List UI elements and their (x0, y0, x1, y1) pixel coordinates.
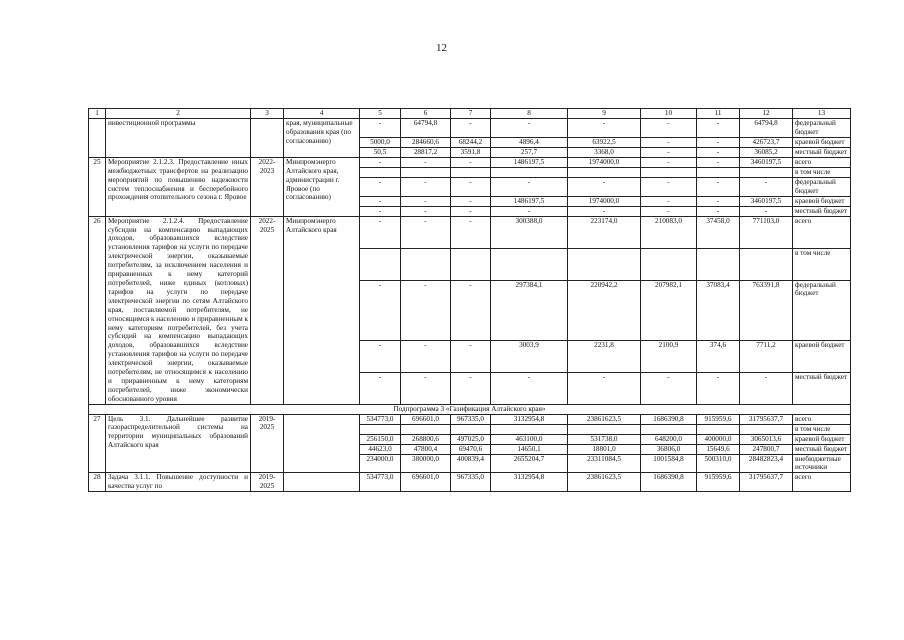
value-cell: - (401, 196, 451, 206)
value-cell: - (740, 372, 793, 404)
value-cell: 771103,0 (740, 216, 793, 248)
table-row (89, 157, 851, 167)
measure-name: Цель 3.1. Дальнейшее развитие газораспределительной системы на территории муниципальных образований Алтайского края (106, 414, 251, 473)
value-cell (568, 248, 641, 280)
value-cell (360, 248, 401, 280)
value-cell: 300388,0 (491, 216, 568, 248)
value-cell: - (491, 206, 568, 216)
value-cell: 223174,0 (568, 216, 641, 248)
value-cell: 247800,7 (740, 444, 793, 454)
value-cell: 284660,6 (401, 137, 451, 147)
value-cell: 207982,1 (641, 280, 697, 340)
value-cell: 3460197,5 (740, 196, 793, 206)
value-cell: - (568, 177, 641, 196)
funding-source: федеральный бюджет (793, 177, 851, 196)
value-cell: 2655204,7 (491, 454, 568, 473)
value-cell (697, 248, 740, 280)
value-cell: 257,7 (491, 147, 568, 157)
value-cell: 28482823,4 (740, 454, 793, 473)
value-cell: 380000,0 (401, 454, 451, 473)
value-cell: 648200,0 (641, 434, 697, 444)
value-cell: - (401, 157, 451, 167)
table-row (89, 473, 851, 492)
value-cell: 28817,2 (401, 147, 451, 157)
value-cell: 268800,6 (401, 434, 451, 444)
value-cell: - (360, 196, 401, 206)
subprogram-row (89, 404, 851, 414)
measure-name: Задача 3.1.1. Повышение доступности и качества услуг по (106, 473, 251, 492)
value-cell (568, 424, 641, 434)
value-cell: - (491, 372, 568, 404)
executor-cell (284, 414, 360, 473)
value-cell: - (568, 206, 641, 216)
value-cell: 3368,0 (568, 147, 641, 157)
value-cell: - (697, 119, 740, 138)
value-cell: 68244,2 (451, 137, 491, 147)
value-cell: 534773,0 (360, 473, 401, 492)
value-cell (491, 248, 568, 280)
value-cell: 400839,4 (451, 454, 491, 473)
value-cell: 915959,6 (697, 414, 740, 424)
value-cell: 534773,0 (360, 414, 401, 424)
funding-source: краевой бюджет (793, 434, 851, 444)
years-cell: 2019-2025 (251, 414, 284, 473)
row-number (89, 119, 106, 158)
column-header: 9 (568, 109, 641, 119)
value-cell: 967335,0 (451, 473, 491, 492)
value-cell: - (451, 280, 491, 340)
funding-source: в том числе (793, 167, 851, 177)
value-cell: - (568, 119, 641, 138)
funding-source: краевой бюджет (793, 137, 851, 147)
funding-source: местный бюджет (793, 372, 851, 404)
funding-source: всего (793, 216, 851, 248)
row-number: 28 (89, 473, 106, 492)
value-cell: 1974000,0 (568, 196, 641, 206)
value-cell: 220942,2 (568, 280, 641, 340)
value-cell: 3132954,8 (491, 473, 568, 492)
value-cell: 497025,0 (451, 434, 491, 444)
funding-source: местный бюджет (793, 444, 851, 454)
header-row (89, 109, 851, 119)
years-cell (251, 119, 284, 158)
value-cell: - (641, 157, 697, 167)
value-cell: - (641, 137, 697, 147)
value-cell: 15649,6 (697, 444, 740, 454)
value-cell: 1001584,8 (641, 454, 697, 473)
value-cell: - (641, 196, 697, 206)
value-cell (740, 167, 793, 177)
years-cell: 2022-2025 (251, 216, 284, 404)
value-cell: 1486197,5 (491, 196, 568, 206)
value-cell (491, 424, 568, 434)
executor-cell: Минпромэнерго Алтайского края, администрации г. Яровое (по согласованию) (284, 157, 360, 216)
value-cell: 400000,0 (697, 434, 740, 444)
column-header: 8 (491, 109, 568, 119)
value-cell: 1974000,0 (568, 157, 641, 167)
executor-cell: Минпромэнерго Алтайского края (284, 216, 360, 404)
value-cell: - (451, 372, 491, 404)
value-cell: - (491, 119, 568, 138)
value-cell: - (697, 177, 740, 196)
value-cell: 47800,4 (401, 444, 451, 454)
column-header: 2 (106, 109, 251, 119)
value-cell: 31795637,7 (740, 414, 793, 424)
value-cell: - (740, 206, 793, 216)
value-cell: - (451, 340, 491, 372)
value-cell (641, 167, 697, 177)
value-cell (641, 424, 697, 434)
value-cell (360, 167, 401, 177)
value-cell: 1686390,8 (641, 414, 697, 424)
value-cell: - (360, 206, 401, 216)
value-cell: 915959,6 (697, 473, 740, 492)
subprogram-title: Подпрограмма 3 «Газификация Алтайского края» (89, 404, 851, 414)
value-cell: 3460197,5 (740, 157, 793, 167)
value-cell: 1686390,8 (641, 473, 697, 492)
value-cell: - (360, 280, 401, 340)
value-cell (401, 167, 451, 177)
value-cell: 36806,0 (641, 444, 697, 454)
column-header: 11 (697, 109, 740, 119)
value-cell: 256150,0 (360, 434, 401, 444)
value-cell: 64794,8 (401, 119, 451, 138)
value-cell: - (360, 372, 401, 404)
value-cell: - (360, 177, 401, 196)
row-number: 27 (89, 414, 106, 473)
funding-source: всего (793, 157, 851, 167)
funding-source: в том числе (793, 424, 851, 434)
value-cell: - (360, 340, 401, 372)
value-cell: 4896,4 (491, 137, 568, 147)
value-cell (697, 424, 740, 434)
value-cell: 5000,0 (360, 137, 401, 147)
value-cell: 23311084,5 (568, 454, 641, 473)
value-cell: - (697, 137, 740, 147)
value-cell: 37458,0 (697, 216, 740, 248)
value-cell: 63922,5 (568, 137, 641, 147)
value-cell: - (641, 372, 697, 404)
column-header: 12 (740, 109, 793, 119)
value-cell: 1486197,5 (491, 157, 568, 167)
funding-source: краевой бюджет (793, 196, 851, 206)
value-cell: - (360, 216, 401, 248)
value-cell: - (641, 177, 697, 196)
value-cell: 3003,9 (491, 340, 568, 372)
value-cell: 763391,8 (740, 280, 793, 340)
value-cell (401, 248, 451, 280)
value-cell: - (568, 372, 641, 404)
value-cell: - (641, 119, 697, 138)
table-row (89, 414, 851, 424)
value-cell: 426723,7 (740, 137, 793, 147)
column-header: 6 (401, 109, 451, 119)
value-cell (451, 248, 491, 280)
value-cell: 3065013,6 (740, 434, 793, 444)
funding-source: краевой бюджет (793, 340, 851, 372)
value-cell: - (401, 340, 451, 372)
value-cell: 7711,2 (740, 340, 793, 372)
value-cell: 18801,0 (568, 444, 641, 454)
funding-source: федеральный бюджет (793, 280, 851, 340)
value-cell: 23861623,5 (568, 473, 641, 492)
value-cell: - (451, 216, 491, 248)
value-cell (641, 248, 697, 280)
column-header: 5 (360, 109, 401, 119)
value-cell: 31795637,7 (740, 473, 793, 492)
value-cell: 64794,8 (740, 119, 793, 138)
executor-cell: края, муниципальные образования края (по согласованию) (284, 119, 360, 158)
value-cell: - (641, 206, 697, 216)
value-cell: 500310,0 (697, 454, 740, 473)
value-cell: 50,5 (360, 147, 401, 157)
funding-source: местный бюджет (793, 206, 851, 216)
value-cell: - (451, 119, 491, 138)
value-cell (451, 424, 491, 434)
table-row (89, 119, 851, 138)
page-number: 12 (436, 42, 447, 54)
value-cell: 531738,0 (568, 434, 641, 444)
value-cell: 696601,0 (401, 414, 451, 424)
funding-source: всего (793, 414, 851, 424)
funding-source: всего (793, 473, 851, 492)
value-cell: - (740, 177, 793, 196)
column-header: 13 (793, 109, 851, 119)
value-cell: - (451, 177, 491, 196)
value-cell: - (697, 196, 740, 206)
value-cell: 14650,1 (491, 444, 568, 454)
funding-table (88, 108, 851, 492)
value-cell: 967335,0 (451, 414, 491, 424)
value-cell: - (401, 206, 451, 216)
column-header: 10 (641, 109, 697, 119)
row-number: 25 (89, 157, 106, 216)
measure-name: Мероприятие 2.1.2.3. Предоставление иных межбюджетных трансфертов на реализацию мероприятий по повышению надежности систем теплоснабжения и бесперебойного прохождения отопительного сезона г. Яровое (106, 157, 251, 216)
value-cell: 3132954,8 (491, 414, 568, 424)
value-cell: 374,6 (697, 340, 740, 372)
value-cell: 2100,9 (641, 340, 697, 372)
value-cell: 696601,0 (401, 473, 451, 492)
value-cell: - (697, 372, 740, 404)
measure-name: Мероприятие 2.1.2.4. Предоставление субсидии на компенсацию выпадающих доходов, образовавшихся вследствие установления тарифов на услуги по передаче электрической энергии, оказываемые потребителям, за исключением населения и приравненных к нему категорий потребителей, ниже единых (котловых) тарифов на услуги по передаче электрической энергии по сетям Алтайского края, поставляемой потребителям, не относящимся к населению и приравненным к нему категориям потребителей, без учета субсидий на компенсацию выпадающих доходов, образовавшихся вследствие установления тарифов на услуги по передаче электрической энергии, оказываемые потребителям, не относящимся к населению и приравненным к нему категориям потребителей, ниже экономически обоснованного уровня (106, 216, 251, 404)
value-cell (401, 424, 451, 434)
value-cell: 297384,1 (491, 280, 568, 340)
value-cell: - (641, 147, 697, 157)
value-cell: - (451, 206, 491, 216)
value-cell: - (697, 147, 740, 157)
executor-cell (284, 473, 360, 492)
value-cell: - (360, 119, 401, 138)
funding-source: внебюджетные источники (793, 454, 851, 473)
table-row (89, 216, 851, 248)
value-cell: 210083,0 (641, 216, 697, 248)
column-header: 7 (451, 109, 491, 119)
value-cell: - (697, 157, 740, 167)
measure-name: инвестиционной программы (106, 119, 251, 158)
value-cell: 44623,0 (360, 444, 401, 454)
value-cell: - (401, 177, 451, 196)
value-cell: - (401, 372, 451, 404)
value-cell: - (491, 177, 568, 196)
column-header: 4 (284, 109, 360, 119)
value-cell: 2231,8 (568, 340, 641, 372)
value-cell: - (697, 206, 740, 216)
row-number: 26 (89, 216, 106, 404)
value-cell: - (451, 157, 491, 167)
column-header: 1 (89, 109, 106, 119)
value-cell (697, 167, 740, 177)
value-cell (740, 248, 793, 280)
value-cell (568, 167, 641, 177)
value-cell: 463100,0 (491, 434, 568, 444)
value-cell: - (451, 196, 491, 206)
value-cell: 36085,2 (740, 147, 793, 157)
value-cell: - (401, 216, 451, 248)
value-cell (451, 167, 491, 177)
value-cell: 234000,0 (360, 454, 401, 473)
value-cell: 37083,4 (697, 280, 740, 340)
funding-source: в том числе (793, 248, 851, 280)
funding-source: местный бюджет (793, 147, 851, 157)
years-cell: 2022-2023 (251, 157, 284, 216)
value-cell: 23861623,5 (568, 414, 641, 424)
value-cell (360, 424, 401, 434)
value-cell: - (401, 280, 451, 340)
value-cell (491, 167, 568, 177)
value-cell: 69470,6 (451, 444, 491, 454)
value-cell: 3591,8 (451, 147, 491, 157)
years-cell: 2019-2025 (251, 473, 284, 492)
value-cell: - (360, 157, 401, 167)
value-cell (740, 424, 793, 434)
funding-source: федеральный бюджет (793, 119, 851, 138)
column-header: 3 (251, 109, 284, 119)
